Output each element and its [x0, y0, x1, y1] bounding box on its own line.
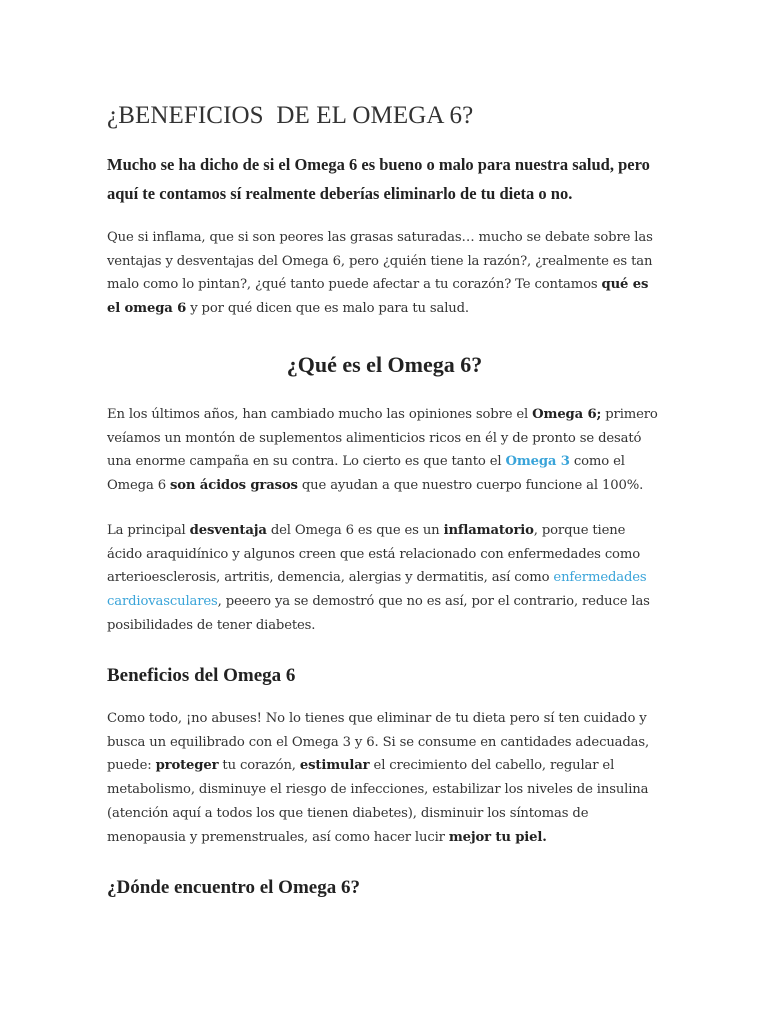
- cardiovascular-diseases-link[interactable]: enfermedades cardiovasculares: [107, 570, 647, 610]
- text: , porque tiene ácido araquidínico y algunos creen que está relacionado con enfermedades como arterioesclerosis, artritis, demencia, alergias y dermatitis, así como: [107, 523, 640, 586]
- bold-desventaja: desventaja: [189, 523, 267, 538]
- intro-bold-1: qué es el omega 6: [107, 277, 649, 317]
- omega-3-link[interactable]: Omega 3: [505, 454, 570, 470]
- text: En los últimos años, han cambiado mucho las opiniones sobre el: [107, 407, 533, 422]
- section-heading-what-is: ¿Qué es el Omega 6?: [286, 352, 483, 377]
- intro-text-2: y por qué dicen que es malo para tu salud.: [186, 301, 469, 317]
- intro-paragraph: [107, 226, 662, 321]
- section-heading-benefits: Beneficios del Omega 6: [107, 665, 296, 686]
- text: como el Omega 6: [107, 454, 625, 494]
- text: el crecimiento del cabello, regular el metabolismo, disminuye el riesgo de infecciones, estabilizar los niveles de insulina (atención aquí a todos los que tienen diabetes), disminuir los síntomas de menopausia y premenstruales, así como hacer lucir: [107, 758, 649, 845]
- text: del Omega 6 es que es un: [266, 523, 444, 538]
- bold-inflamatorio: inflamatorio: [443, 523, 534, 538]
- text: , peeero ya se demostró que no es así, por el contrario, reduce las posibilidades de tener diabetes.: [107, 594, 650, 633]
- article-lead: Mucho se ha dicho de si el Omega 6 es bueno o malo para nuestra salud, pero aquí te contamos sí realmente deberías eliminarlo de tu dieta o no.: [107, 155, 650, 203]
- text: Como todo, ¡no abuses! No lo tienes que eliminar de tu dieta pero sí ten cuidado y busca un equilibrado con el Omega 3 y 6. Si se consume en cantidades adecuadas, puede:: [107, 711, 650, 774]
- what-is-paragraph-1: [107, 403, 662, 498]
- text: La principal: [107, 523, 190, 538]
- article-title: ¿BENEFICIOS DE EL OMEGA 6?: [107, 102, 474, 129]
- bold-acidos-grasos: son ácidos grasos: [170, 478, 298, 494]
- bold-mejor-tu-piel: mejor tu piel.: [448, 829, 547, 845]
- bold-estimular: estimular: [299, 758, 370, 774]
- bold-omega-6: Omega 6;: [532, 407, 602, 422]
- intro-text-1: Que si inflama, que si son peores las grasas saturadas… mucho se debate sobre las ventajas y desventajas del Omega 6, pero ¿quién tiene la razón?, ¿realmente es tan malo como lo pintan?, ¿qué tanto puede afectar a tu corazón? Te contamos: [107, 230, 653, 293]
- benefits-paragraph: [107, 707, 662, 849]
- text: tu corazón,: [218, 758, 300, 774]
- what-is-paragraph-2: [107, 519, 662, 638]
- text: primero veíamos un montón de suplementos alimenticios ricos en él y de pronto se desató una enorme campaña en su contra. Lo cierto es que tanto el: [107, 407, 658, 470]
- bold-proteger: proteger: [155, 758, 219, 774]
- text: que ayudan a que nuestro cuerpo funcione al 100%.: [297, 478, 644, 494]
- section-heading-where-to-find: ¿Dónde encuentro el Omega 6?: [107, 877, 360, 898]
